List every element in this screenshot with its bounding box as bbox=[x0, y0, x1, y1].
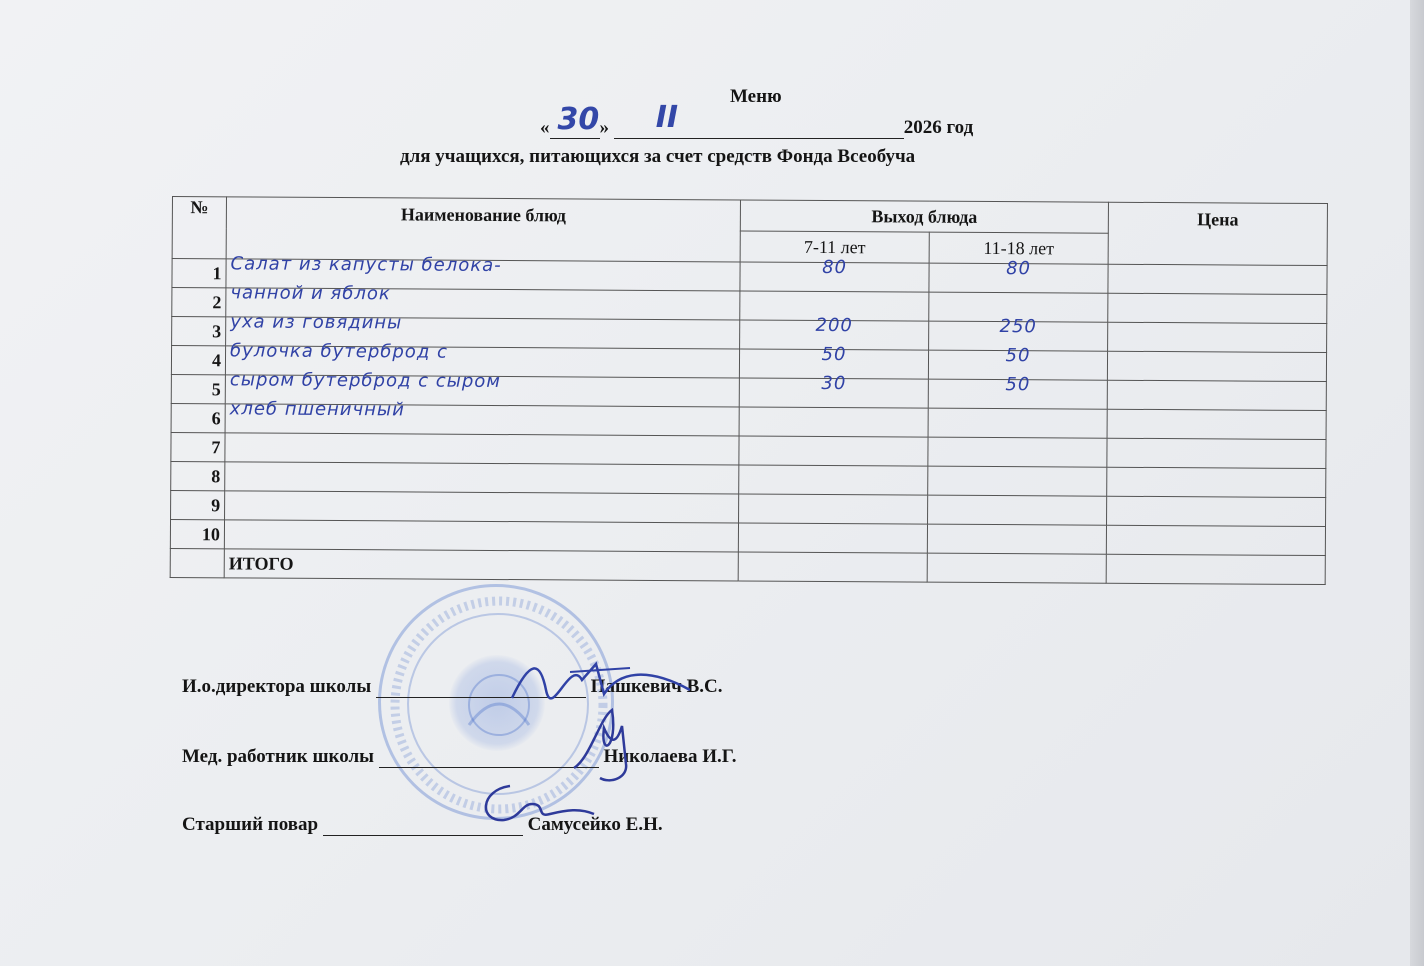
header-dish: Наименование блюд bbox=[226, 197, 740, 262]
output-11-18-text: 250 bbox=[999, 315, 1037, 337]
medic-name: Николаева И.Г. bbox=[603, 746, 737, 767]
total-output-7-11 bbox=[738, 552, 927, 582]
header-age-11-18: 11-18 лет bbox=[929, 232, 1108, 264]
output-11-18 bbox=[928, 437, 1107, 467]
paper-edge bbox=[1410, 0, 1424, 966]
total-num-cell bbox=[170, 548, 224, 577]
date-close-quote: » bbox=[599, 117, 609, 138]
output-11-18-text: 50 bbox=[1005, 344, 1031, 366]
row-number: 9 bbox=[171, 490, 225, 519]
header-num: № bbox=[172, 197, 226, 259]
output-11-18 bbox=[928, 373, 1107, 409]
cook-label: Старший повар bbox=[182, 814, 319, 835]
dish-name bbox=[225, 491, 739, 523]
date-month-blank bbox=[614, 100, 904, 139]
menu-table bbox=[170, 196, 1328, 585]
header-output: Выход блюда bbox=[740, 200, 1108, 233]
date-day-blank bbox=[550, 102, 600, 139]
dish-name bbox=[224, 520, 738, 552]
output-7-11 bbox=[739, 407, 928, 437]
document-subtitle: для учащихся, питающихся за счет средств Фонда Всеобуча bbox=[400, 146, 916, 167]
output-7-11 bbox=[739, 465, 928, 495]
row-number: 4 bbox=[171, 346, 225, 375]
header-age-7-11: 7-11 лет bbox=[740, 231, 929, 263]
price-cell bbox=[1107, 409, 1326, 439]
director-name: Пашкевич В.С. bbox=[590, 676, 723, 697]
output-7-11-text: 30 bbox=[821, 372, 847, 394]
medic-signature-line bbox=[379, 747, 599, 768]
output-11-18-text: 50 bbox=[1005, 373, 1031, 395]
row-number: 3 bbox=[172, 317, 226, 346]
director-label: И.о.директора школы bbox=[182, 676, 372, 697]
price-cell bbox=[1107, 467, 1326, 497]
output-7-11-text: 80 bbox=[822, 256, 848, 278]
row-number: 8 bbox=[171, 461, 225, 490]
price-cell bbox=[1107, 496, 1326, 526]
output-11-18 bbox=[927, 524, 1106, 554]
dish-text: хлеб пшеничный bbox=[229, 397, 405, 420]
row-number: 1 bbox=[172, 259, 226, 288]
date-open-quote: « bbox=[540, 117, 550, 138]
dish-text: сыром бутерброд с сыром bbox=[229, 368, 501, 392]
price-cell bbox=[1107, 380, 1326, 410]
date-year: 2026 год bbox=[903, 117, 974, 138]
date-line bbox=[540, 100, 974, 139]
date-day-handwritten: 30 bbox=[557, 102, 600, 137]
output-7-11 bbox=[739, 436, 928, 466]
row-number: 10 bbox=[170, 519, 224, 548]
document-title: Меню bbox=[730, 86, 782, 107]
header-price: Цена bbox=[1108, 202, 1327, 265]
dish-name bbox=[225, 397, 739, 436]
output-7-11 bbox=[740, 256, 929, 292]
price-cell bbox=[1108, 264, 1327, 294]
dish-text: уха из говядины bbox=[230, 310, 403, 333]
output-7-11 bbox=[739, 372, 928, 408]
total-price bbox=[1106, 554, 1325, 584]
row-number: 5 bbox=[171, 374, 225, 403]
total-output-11-18 bbox=[927, 553, 1106, 583]
output-11-18 bbox=[928, 466, 1107, 496]
price-cell bbox=[1106, 525, 1325, 555]
medic-signature-row bbox=[182, 746, 736, 768]
medic-label: Мед. работник школы bbox=[182, 746, 374, 767]
price-cell bbox=[1108, 293, 1327, 323]
output-7-11 bbox=[738, 523, 927, 553]
dish-text: булочка бутерброд с bbox=[229, 339, 448, 363]
cook-signature-icon bbox=[470, 774, 600, 834]
output-11-18-text: 80 bbox=[1006, 257, 1032, 279]
output-7-11 bbox=[739, 494, 928, 524]
date-month-handwritten: II bbox=[655, 100, 679, 135]
price-cell bbox=[1107, 438, 1326, 468]
price-cell bbox=[1108, 322, 1327, 352]
output-11-18 bbox=[929, 257, 1108, 293]
row-number: 7 bbox=[171, 432, 225, 461]
price-cell bbox=[1107, 351, 1326, 381]
output-11-18 bbox=[928, 408, 1107, 438]
output-11-18 bbox=[928, 495, 1107, 525]
dish-name bbox=[225, 462, 739, 494]
row-number: 6 bbox=[171, 403, 225, 432]
cook-name: Самусейко Е.Н. bbox=[527, 814, 663, 835]
row-number: 2 bbox=[172, 288, 226, 317]
dish-name bbox=[225, 433, 739, 465]
output-7-11-text: 50 bbox=[821, 343, 847, 365]
dish-text: чанной и яблок bbox=[230, 281, 391, 304]
dish-text: Салат из капусты белока- bbox=[230, 252, 502, 276]
output-7-11-text: 200 bbox=[815, 314, 853, 336]
total-label: ИТОГО bbox=[224, 549, 738, 581]
